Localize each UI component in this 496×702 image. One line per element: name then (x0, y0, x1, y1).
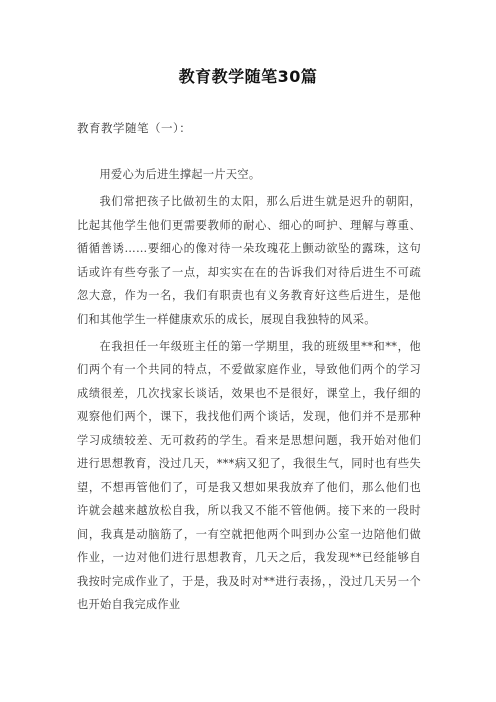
section-heading: 教育教学随笔（一）： (77, 121, 192, 135)
paragraph-3: 在我担任一年级班主任的第一学期里，我的班级里**和**，他们两个有一个共同的特点，不爱做家庭作业，导致他们两个的学习成绩很差，几次找家长谈话，效果也不是很好，课堂上，我仔细的观察他们两个，课下，我找他们两个谈话，发现，他们并不是那种学习成绩较差、无可救药的学生。看来是思想问题，我开始对他们进行思想教育，没过几天，***病又犯了，我很生气，同时也有些失望，不想再管他们了，可是我又想如果我放弃了他们，那么他们也许就会越来越放松自我，所以我又不能不管他俩。接下来的一段时间，我真是动脑筋了，一有空就把他两个叫到办公室一边陪他们做作业，一边对他们进行思想教育，几天之后，我发现**已经能够自我按时完成作业了，于是，我及时对**进行表扬，，没过几天另一个也开始自我完成作业 (77, 339, 421, 611)
document-title: 教育教学随笔30篇 (178, 67, 318, 86)
paragraph-2: 我们常把孩子比做初生的太阳，那么后进生就是迟升的朝阳，比起其他学生他们更需要教师的耐心、细心的呵护、理解与尊重、循循善诱……要细心的像对待一朵玫瑰花上颤动欲坠的露珠，这句话或许有些夸张了一点，却实实在在的告诉我们对待后进生不可疏忽大意，作为一名，我们有职责也有义务教育好这些后进生，是他们和其他学生一样健康欢乐的成长，展现自我独特的风采。 (77, 195, 421, 326)
paragraph-1: 用爱心为后进生撑起一片天空。 (99, 168, 261, 181)
document-body (77, 163, 421, 620)
